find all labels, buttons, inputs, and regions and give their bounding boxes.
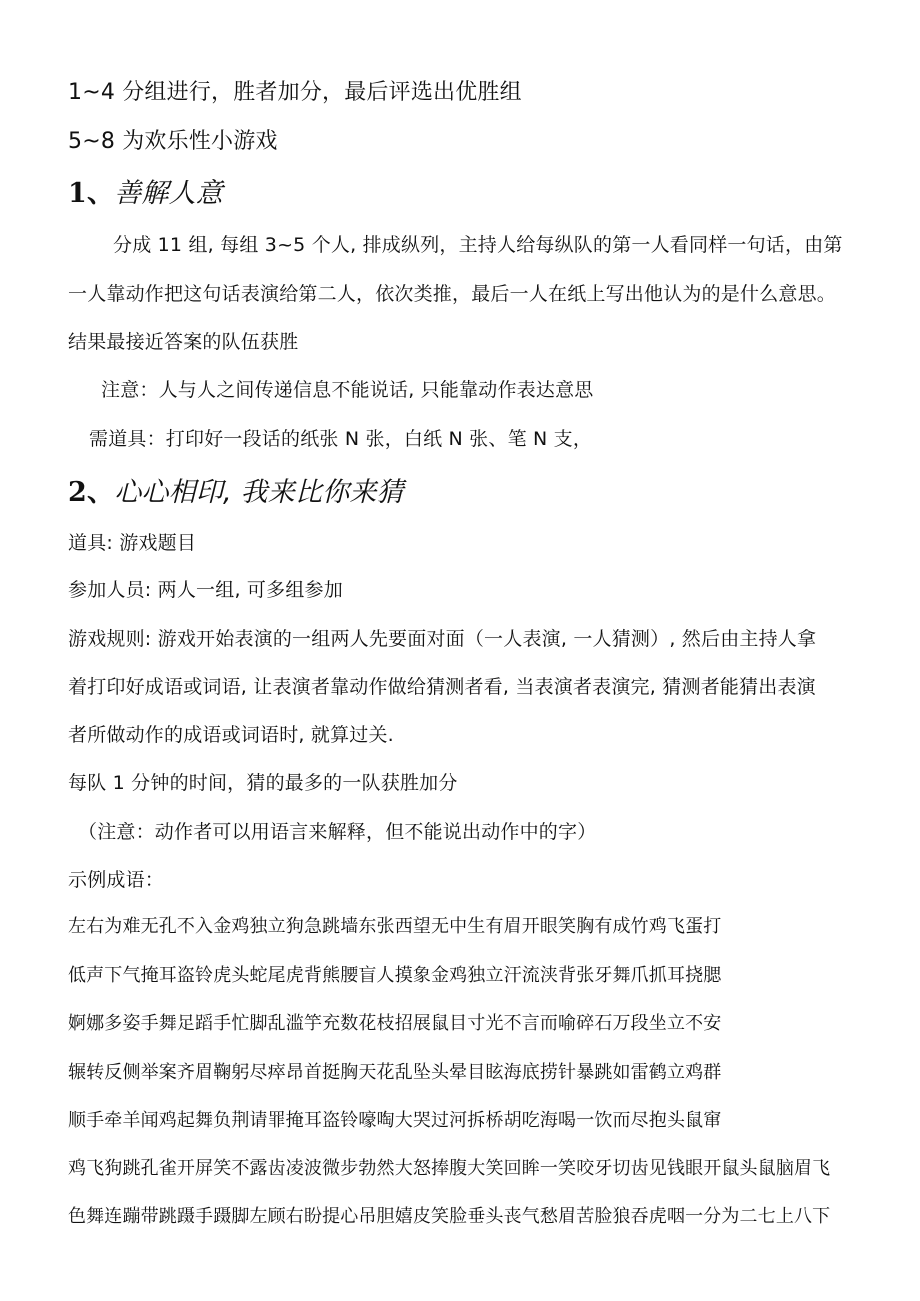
idiom-line: 婀娜多姿手舞足蹈手忙脚乱滥竽充数花枝招展鼠目寸光不言而喻碎石万段坐立不安	[68, 1013, 722, 1034]
intro-line-2: 5~8 为欢乐性小游戏	[68, 129, 278, 154]
section1-number: 1、	[68, 178, 115, 209]
section2-examples-label: 示例成语：	[68, 869, 165, 891]
section2-rules-line-3: 者所做动作的成语或词语时, 就算过关.	[68, 724, 394, 746]
section2-number: 2、	[68, 477, 115, 508]
intro-line-1: 1~4 分组进行，胜者加分，最后评选出优胜组	[68, 80, 522, 105]
section2-participants: 参加人员: 两人一组, 可多组参加	[68, 579, 343, 601]
idiom-line: 色舞连蹦带跳蹑手蹑脚左顾右盼提心吊胆嬉皮笑脸垂头丧气愁眉苦脸狼吞虎咽一分为二七上八下	[68, 1206, 831, 1227]
idiom-line: 低声下气掩耳盗铃虎头蛇尾虎背熊腰盲人摸象金鸡独立汗流浃背张牙舞爪抓耳挠腮	[68, 965, 722, 986]
section2-heading	[68, 476, 404, 510]
section1-heading	[68, 177, 223, 211]
section2-time-rule: 每队 1 分钟的时间，猜的最多的一队获胜加分	[68, 772, 458, 794]
section2-rules-line-1: 游戏规则: 游戏开始表演的一组两人先要面对面（一人表演, 一人猜测）, 然后由主持人拿	[68, 628, 817, 650]
section2-rules-line-2: 着打印好成语或词语, 让表演者靠动作做给猜测者看, 当表演者表演完, 猜测者能猜出表演	[68, 676, 816, 698]
section1-title: 善解人意	[114, 178, 223, 209]
idiom-line: 左右为难无孔不入金鸡独立狗急跳墙东张西望无中生有眉开眼笑胸有成竹鸡飞蛋打	[68, 916, 722, 937]
section1-para-line-1: 分成 11 组, 每组 3~5 个人, 排成纵列，主持人给每纵队的第一人看同样一句话，由第	[113, 234, 843, 256]
section1-props: 需道具：打印好一段话的纸张 N 张，白纸 N 张、笔 N 支，	[89, 428, 593, 450]
section1-note: 注意：人与人之间传递信息不能说话, 只能靠动作表达意思	[101, 379, 594, 401]
idiom-line: 辗转反侧举案齐眉鞠躬尽瘁昂首挺胸天花乱坠头晕目眩海底捞针暴跳如雷鹤立鸡群	[68, 1062, 722, 1083]
section2-props: 道具: 游戏题目	[68, 532, 197, 554]
idiom-line: 顺手牵羊闻鸡起舞负荆请罪掩耳盗铃嚎啕大哭过河拆桥胡吃海喝一饮而尽抱头鼠窜	[68, 1110, 722, 1131]
section1-para-line-2: 一人靠动作把这句话表演给第二人，依次类推，最后一人在纸上写出他认为的是什么意思。	[68, 283, 837, 305]
section2-title: 心心相印, 我来比你来猜	[114, 477, 404, 508]
section1-para-line-3: 结果最接近答案的队伍获胜	[68, 331, 299, 353]
idiom-line: 鸡飞狗跳孔雀开屏笑不露齿凌波微步勃然大怒捧腹大笑回眸一笑咬牙切齿见钱眼开鼠头鼠脑眉飞	[68, 1158, 831, 1179]
section2-note: （注意：动作者可以用语言来解释，但不能说出动作中的字）	[78, 821, 597, 843]
